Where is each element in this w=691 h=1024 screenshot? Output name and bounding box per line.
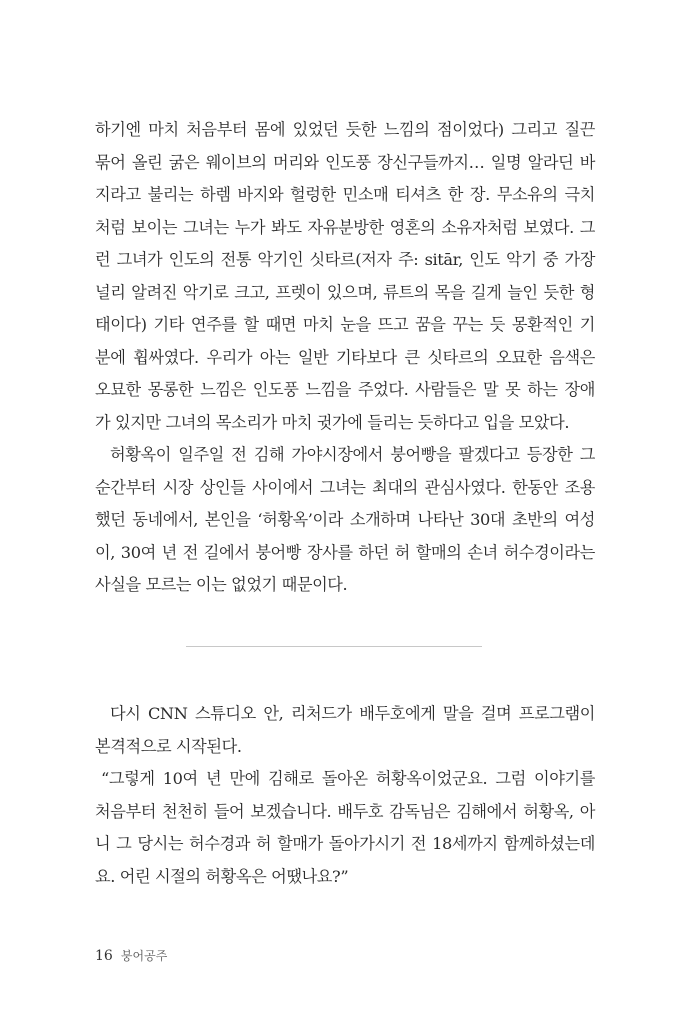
- text-line: 하기엔 마치 처음부터 몸에 있었던 듯한 느낌의 점이었다) 그리고 질끈: [95, 120, 595, 139]
- text-line: 처럼 보이는 그녀는 누가 봐도 자유분방한 영혼의 소유자처럼 보였다. 그: [95, 217, 595, 237]
- page-number: 16: [95, 948, 113, 964]
- text-line: 순간부터 시장 상인들 사이에서 그녀는 최대의 관심사였다. 한동안 조용: [95, 477, 595, 497]
- text-line: 했던 동네에서, 본인을 ‘허황옥’이라 소개하며 나타난 30대 초반의 여성: [95, 510, 595, 529]
- section-divider: [186, 646, 482, 647]
- text-line: 다시 CNN 스튜디오 안, 리처드가 배두호에게 말을 걸며 프로그램이: [110, 704, 595, 723]
- text-line: 가 있지만 그녀의 목소리가 마치 귓가에 들리는 듯하다고 입을 모았다.: [95, 412, 570, 432]
- text-line: 널리 알려진 악기로 크고, 프렛이 있으며, 류트의 목을 길게 늘인 듯한 형: [95, 282, 595, 302]
- text-line: 사실을 모르는 이는 없었기 때문이다.: [95, 575, 348, 594]
- text-line: 요. 어린 시절의 허황옥은 어땠나요?”: [95, 866, 349, 886]
- text-line: 니 그 당시는 허수경과 허 할매가 돌아가시기 전 18세까지 함께하셨는데: [95, 834, 595, 853]
- text-line: 처음부터 천천히 들어 보겠습니다. 배두호 감독님은 김해에서 허황옥, 아: [95, 801, 595, 821]
- page-footer: [95, 945, 167, 965]
- text-line: 오묘한 몽롱한 느낌은 인도풍 느낌을 주었다. 사람들은 말 못 하는 장애: [95, 380, 595, 399]
- text-line: 지라고 불리는 하렘 바지와 헐렁한 민소매 티셔츠 한 장. 무소유의 극치: [95, 185, 595, 204]
- text-line: 묶어 올린 굵은 웨이브의 머리와 인도풍 장신구들까지… 일명 알라딘 바: [95, 152, 595, 172]
- text-line: 분에 휩싸였다. 우리가 아는 일반 기타보다 큰 싯타르의 오묘한 음색은: [95, 347, 595, 367]
- text-line: 런 그녀가 인도의 전통 악기인 싯타르(저자 주: sitār, 인도 악기 중 가장: [95, 250, 595, 269]
- running-title: 붕어공주: [120, 949, 168, 963]
- text-line: “그렇게 10여 년 만에 김해로 돌아온 허황옥이었군요. 그럼 이야기를: [101, 769, 595, 788]
- text-line: 이, 30여 년 전 길에서 붕어빵 장사를 하던 허 할매의 손녀 허수경이라는: [95, 542, 595, 562]
- text-line: 본격적으로 시작된다.: [95, 736, 242, 756]
- text-line: 태이다) 기타 연주를 할 때면 마치 눈을 뜨고 꿈을 꾸는 듯 몽환적인 기: [95, 315, 595, 334]
- text-line: 허황옥이 일주일 전 김해 가야시장에서 붕어빵을 팔겠다고 등장한 그: [110, 445, 595, 464]
